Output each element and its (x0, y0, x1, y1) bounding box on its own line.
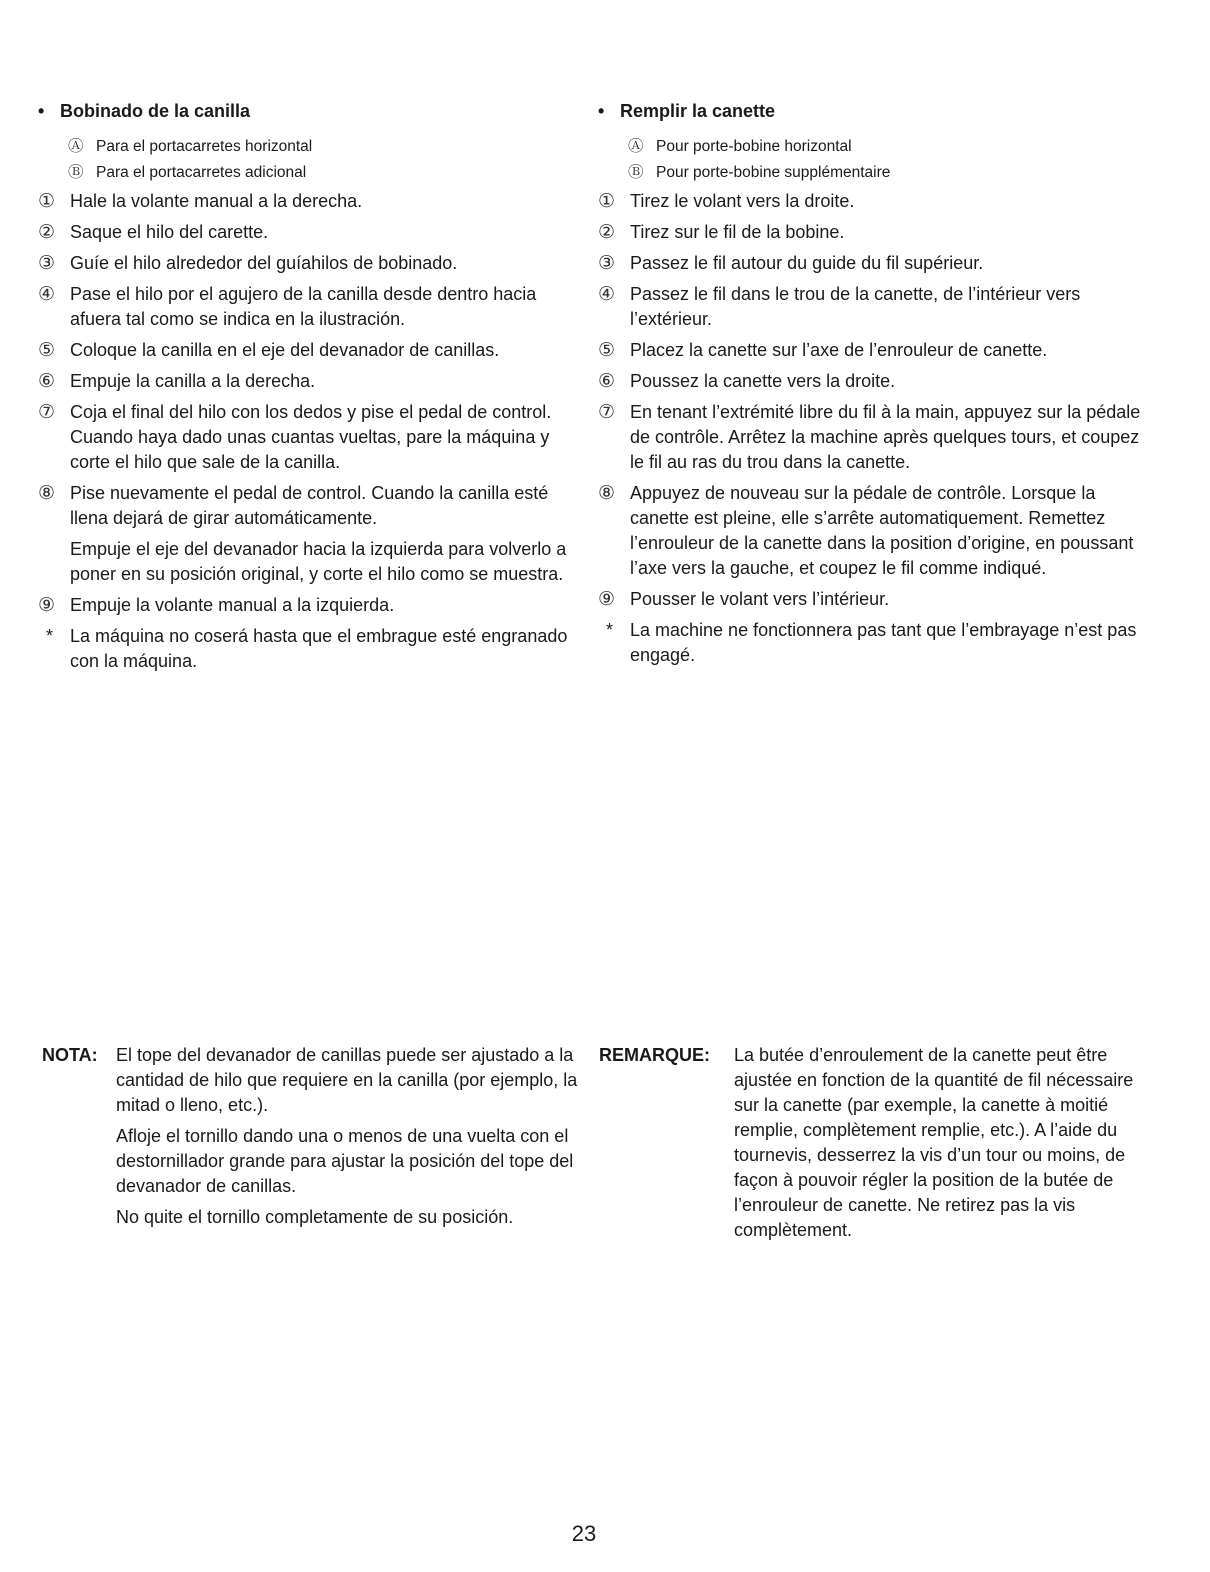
note-es (42, 1043, 582, 1236)
step-text: Empuje la volante manual a la izquierda. (70, 595, 395, 615)
step-2 (38, 220, 578, 245)
circled-b-icon: Ⓑ (628, 164, 644, 181)
step-7 (598, 400, 1158, 475)
step-number: ③ (38, 253, 56, 274)
step-3 (598, 251, 1158, 276)
legend-text: Para el portacarretes adicional (96, 164, 307, 181)
step-3 (38, 251, 578, 276)
step-number: ⑧ (598, 483, 616, 504)
note-label: NOTA: (42, 1045, 98, 1065)
page-number: 23 (571, 1521, 597, 1546)
step-text: Coloque la canilla en el eje del devanador de canillas. (70, 340, 500, 360)
step-1 (598, 189, 1158, 214)
step-text: Passez le fil dans le trou de la canette, de l’intérieur vers l’extérieur. (630, 284, 1081, 329)
step-text: Appuyez de nouveau sur la pédale de contrôle. Lorsque la canette est pleine, elle s’arrête automatiquement. Remettez l’enrouleur de la canette dans la position d’origine, en poussant l’axe vers la gauche, et coupez le fil comme indiqué. (630, 483, 1134, 578)
note-paragraph: No quite el tornillo completamente de su posición. (116, 1207, 514, 1227)
step-text: Empuje la canilla a la derecha. (70, 371, 316, 391)
step-7 (38, 400, 578, 475)
step-number: ⑧ (38, 483, 56, 504)
section-heading-es (38, 101, 578, 122)
step-6 (598, 369, 1158, 394)
step-text: Poussez la canette vers la droite. (630, 371, 896, 391)
step-text: Pise nuevamente el pedal de control. Cuando la canilla esté llena dejará de girar automáticamente. (70, 483, 549, 528)
note-paragraph: La butée d’enroulement de la canette peut être ajustée en fonction de la quantité de fil nécessaire sur la canette (par exemple, la canette à moitié remplie, complètement remplie, etc.). A l’aide du tournevis, desserrez la vis d’un tour ou moins, de façon à pouvoir régler la position de la butée de l’enrouleur de canette. Ne retirez pas la vis complètement. (734, 1045, 1134, 1240)
step-number: ⑥ (38, 371, 56, 392)
step-2 (598, 220, 1158, 245)
step-text: Pase el hilo por el agujero de la canilla desde dentro hacia afuera tal como se indica en la ilustración. (70, 284, 537, 329)
spool-pin-legend-es (38, 136, 578, 183)
step-number: ② (598, 222, 616, 243)
legend-item (628, 162, 1158, 183)
circled-a-icon: Ⓐ (628, 138, 644, 155)
note-paragraph: Afloje el tornillo dando una o menos de una vuelta con el destornillador grande para ajustar la posición del tope del devanador de canillas. (116, 1126, 574, 1196)
circled-b-icon: Ⓑ (68, 164, 84, 181)
step-text: Passez le fil autour du guide du fil supérieur. (630, 253, 984, 273)
step-number: ⑨ (598, 589, 616, 610)
step-text: Pousser le volant vers l’intérieur. (630, 589, 890, 609)
asterisk-note-text: La máquina no coserá hasta que el embrague esté engranado con la máquina. (70, 626, 568, 671)
step-text: Tirez sur le fil de la bobine. (630, 222, 845, 242)
asterisk-note-fr (598, 618, 1158, 668)
step-6 (38, 369, 578, 394)
step-number: ⑦ (598, 402, 616, 423)
step-number: ④ (598, 284, 616, 305)
step-8 (598, 481, 1158, 581)
asterisk-note-text: La machine ne fonctionnera pas tant que l’embrayage n’est pas engagé. (630, 620, 1137, 665)
step-9 (598, 587, 1158, 612)
step-8 (38, 481, 578, 531)
step-number: ① (38, 191, 56, 212)
step-number: ⑨ (38, 595, 56, 616)
heading-text: Remplir la canette (620, 101, 776, 121)
step-text: Placez la canette sur l’axe de l’enrouleur de canette. (630, 340, 1048, 360)
step-number: ⑤ (598, 340, 616, 361)
step-number: ⑤ (38, 340, 56, 361)
step-number: ⑦ (38, 402, 56, 423)
circled-a-icon: Ⓐ (68, 138, 84, 155)
note-body (734, 1043, 1159, 1249)
legend-text: Pour porte-bobine horizontal (656, 138, 852, 155)
step-1 (38, 189, 578, 214)
spanish-column (38, 101, 578, 674)
asterisk-note-es (38, 624, 578, 674)
step-text: Tirez le volant vers la droite. (630, 191, 855, 211)
step-text: Guíe el hilo alrededor del guíahilos de bobinado. (70, 253, 458, 273)
step-text: Hale la volante manual a la derecha. (70, 191, 363, 211)
asterisk-icon: * (606, 620, 614, 640)
step-text: Coja el final del hilo con los dedos y pise el pedal de control. Cuando haya dado unas cuantas vueltas, pare la máquina y corte el hilo que sale de la canilla. (70, 402, 552, 472)
french-column (598, 101, 1158, 668)
bullet-icon: • (38, 101, 45, 121)
step-text: En tenant l’extrémité libre du fil à la main, appuyez sur la pédale de contrôle. Arrêtez la machine après quelques tours, et coupez le fil au ras du trou dans la canette. (630, 402, 1141, 472)
spool-pin-legend-fr (598, 136, 1158, 183)
legend-text: Para el portacarretes horizontal (96, 138, 313, 155)
legend-text: Pour porte-bobine supplémentaire (656, 164, 891, 181)
step-5 (38, 338, 578, 363)
step-number: ② (38, 222, 56, 243)
step-number: ④ (38, 284, 56, 305)
note-body (116, 1043, 582, 1236)
step-number: ⑥ (598, 371, 616, 392)
step-5 (598, 338, 1158, 363)
step-4 (38, 282, 578, 332)
asterisk-icon: * (46, 626, 54, 646)
bullet-icon: • (598, 101, 605, 121)
legend-item (628, 136, 1158, 157)
step-4 (598, 282, 1158, 332)
note-fr (599, 1043, 1159, 1249)
note-label: REMARQUE: (599, 1045, 710, 1065)
step-number: ① (598, 191, 616, 212)
step-text: Saque el hilo del carette. (70, 222, 269, 242)
legend-item (68, 162, 578, 183)
legend-item (68, 136, 578, 157)
step-number: ③ (598, 253, 616, 274)
step-8-continuation: Empuje el eje del devanador hacia la izquierda para volverlo a poner en su posición original, y corte el hilo como se muestra. (70, 539, 567, 584)
heading-text: Bobinado de la canilla (60, 101, 251, 121)
note-paragraph: El tope del devanador de canillas puede ser ajustado a la cantidad de hilo que requiere en la canilla (por ejemplo, la mitad o lleno, etc.). (116, 1045, 578, 1115)
step-9 (38, 593, 578, 618)
section-heading-fr (598, 101, 1158, 122)
